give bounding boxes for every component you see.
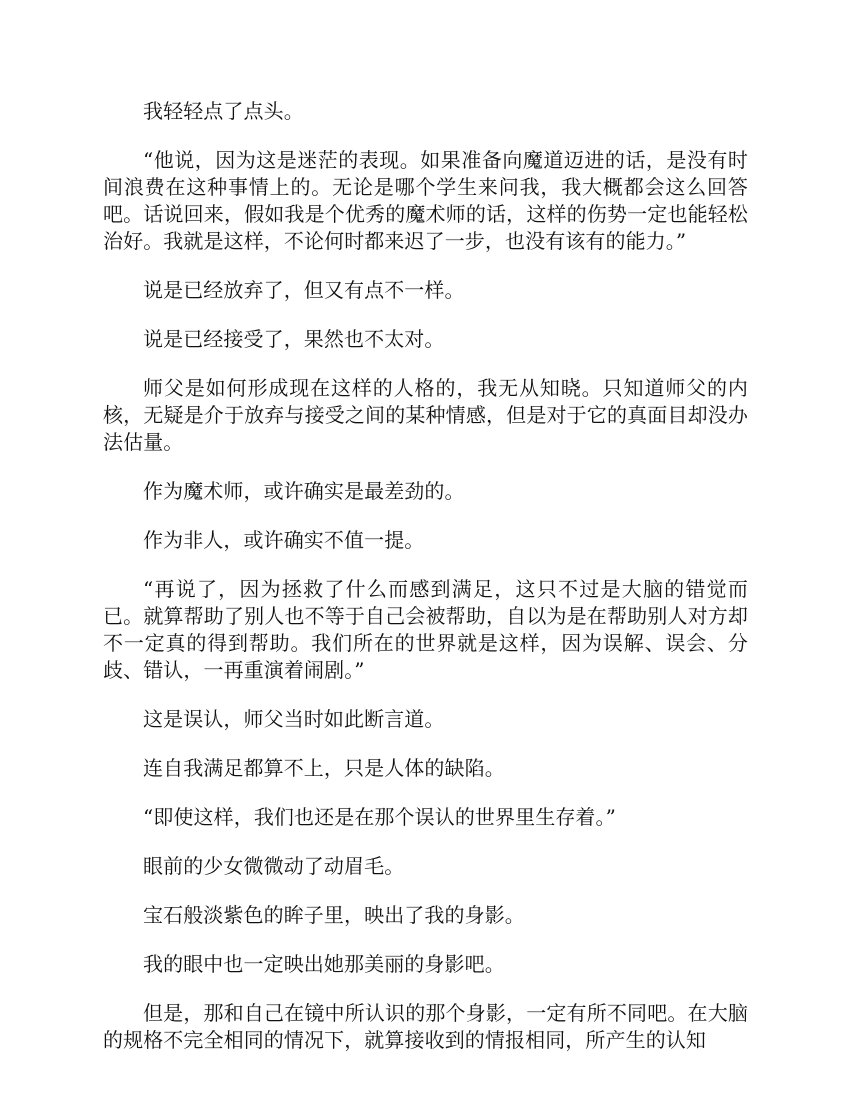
paragraph: 宝石般淡紫色的眸子里，映出了我的身影。 (143, 903, 525, 927)
paragraph: 作为非人，或许确实不值一提。 (143, 528, 425, 552)
paragraph: “即使这样，我们也还是在那个误认的世界里生存着。” (143, 805, 616, 829)
paragraph: 师父是如何形成现在这样的人格的，我无从知晓。只知道师父的内核，无疑是介于放弃与接受之间的某种情感，但是对于它的真面目却没办法估量。 (103, 376, 748, 454)
paragraph: 连自我满足都算不上，只是人体的缺陷。 (143, 756, 505, 780)
paragraph: 说是已经接受了，果然也不太对。 (143, 327, 445, 351)
paragraph: 我的眼中也一定映出她那美丽的身影吧。 (143, 952, 505, 976)
document-page (103, 98, 748, 1076)
paragraph: 作为魔术师，或许确实是最差劲的。 (143, 479, 465, 503)
paragraph: “他说，因为这是迷茫的表现。如果准备向魔道迈进的话，是没有时间浪费在这种事情上的。无论是哪个学生来问我，我大概都会这么回答吧。话说回来，假如我是个优秀的魔术师的话，这样的伤势一定也能轻松治好。我就是这样，不论何时都来迟了一步，也没有该有的能力。” (103, 148, 748, 253)
paragraph: 但是，那和自己在镜中所认识的那个身影，一定有所不同吧。在大脑的规格不完全相同的情况下，就算接收到的情报相同，所产生的认知 (103, 1001, 748, 1052)
paragraph: “再说了，因为拯救了什么而感到满足，这只不过是大脑的错觉而已。就算帮助了别人也不等于自己会被帮助，自以为是在帮助别人对方却不一定真的得到帮助。我们所在的世界就是这样，因为误解、误会、分歧、错认，一再重演着闹剧。” (103, 577, 748, 682)
paragraph: 说是已经放弃了，但又有点不一样。 (143, 278, 465, 302)
paragraph: 眼前的少女微微动了动眉毛。 (143, 854, 405, 878)
paragraph: 我轻轻点了点头。 (143, 99, 304, 123)
paragraph: 这是误认，师父当时如此断言道。 (143, 707, 445, 731)
